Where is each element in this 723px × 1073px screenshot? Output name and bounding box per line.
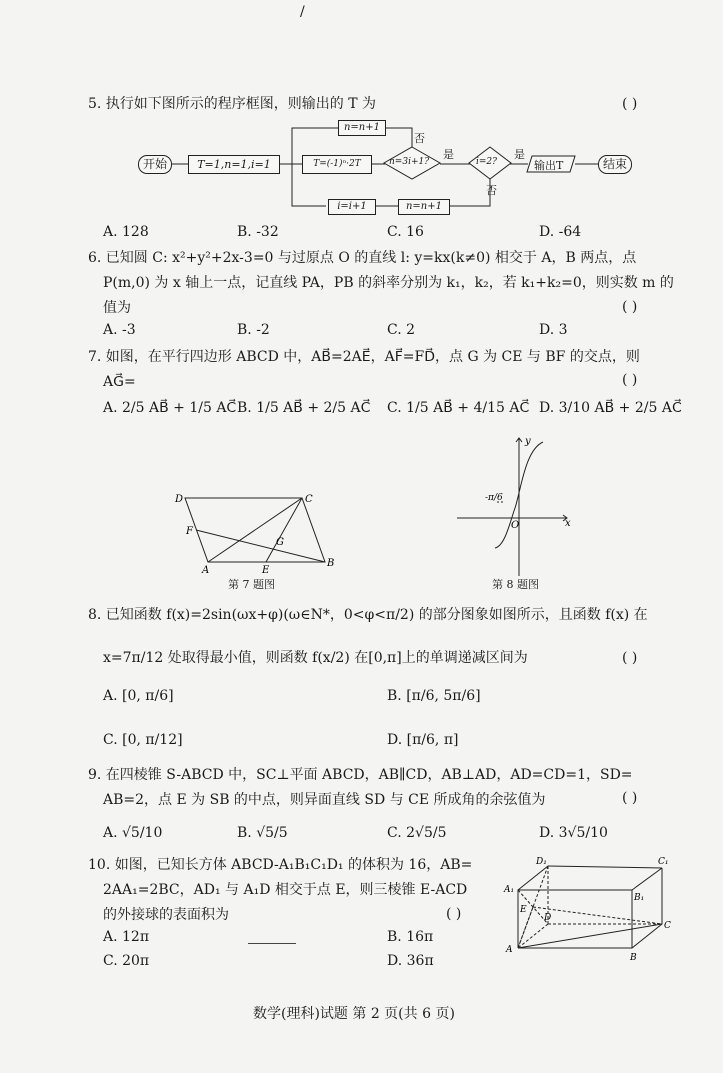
q6-line-2: P(m,0) 为 x 轴上一点，记直线 PA，PB 的斜率分别为 k₁，k₂，若 k₁+k₂=0，则实数 m 的 <box>103 275 674 291</box>
fig7-label-B: B <box>327 558 335 569</box>
q7-line-2: AG⃗= <box>103 374 136 390</box>
q8-line-2: x=7π/12 处取得最小值，则函数 f(x/2) 在[0,π]上的单调递减区间为 <box>103 650 528 666</box>
q9-line-1: 9. 在四棱锥 S-ABCD 中，SC⊥平面 ABCD，AB∥CD，AB⊥AD，AD=CD=1，SD= <box>88 767 633 783</box>
fig7-label-E: E <box>262 565 270 575</box>
q8-option-d: D. [π/6, π] <box>387 732 459 748</box>
q8-option-c: C. [0, π/12] <box>103 732 183 748</box>
q7-option-a: A. 2/5 AB⃗ + 1/5 AC⃗ <box>103 400 237 416</box>
q5-paren: ( ) <box>622 96 638 112</box>
q9-option-d: D. 3√5/10 <box>539 825 608 841</box>
q7-option-b: B. 1/5 AB⃗ + 2/5 AC⃗ <box>237 400 371 416</box>
q9-option-c: C. 2√5/5 <box>387 825 447 841</box>
q6-option-a: A. -3 <box>103 322 136 338</box>
fig7-label-F: F <box>186 526 193 537</box>
q6-line-3: 值为 <box>103 300 131 316</box>
flow-init: T=1,n=1,i=1 <box>188 155 280 174</box>
flow-start: 开始 <box>138 155 172 174</box>
q9-option-a: A. √5/10 <box>103 825 163 841</box>
q10-cuboid-figure <box>500 852 672 964</box>
q6-option-b: B. -2 <box>237 322 270 338</box>
q10-option-d: D. 36π <box>387 953 434 969</box>
q7-paren: ( ) <box>622 372 638 388</box>
q9-line-2: AB=2，点 E 为 SB 的中点，则异面直线 SD 与 CE 所成角的余弦值为 <box>103 792 546 808</box>
q5-stem: 5. 执行如下图所示的程序框图，则输出的 T 为 <box>88 96 377 112</box>
fig10-label-C: C <box>664 921 671 931</box>
fig10-label-C1: C₁ <box>658 857 669 867</box>
flow-cond-n: n=3i+1? <box>389 157 430 167</box>
q5-option-a: A. 128 <box>103 224 149 240</box>
fig10-label-B: B <box>630 953 637 963</box>
q6-option-c: C. 2 <box>387 322 416 338</box>
fig10-label-A: A <box>506 945 513 955</box>
q8-sine-figure <box>455 430 575 578</box>
q7-option-c: C. 1/5 AB⃗ + 4/15 AC⃗ <box>387 400 530 416</box>
q9-option-b: B. √5/5 <box>237 825 288 841</box>
stray-line <box>248 943 296 944</box>
q9-paren: ( ) <box>622 790 638 806</box>
q7-fig-caption: 第 7 题图 <box>228 578 275 591</box>
q8-option-a: A. [0, π/6] <box>103 688 174 704</box>
q6-paren: ( ) <box>622 299 638 315</box>
fig7-label-A: A <box>202 565 210 575</box>
q10-option-a: A. 12π <box>103 929 150 945</box>
q8-fig-caption: 第 8 题图 <box>492 578 539 591</box>
fig10-label-D: D <box>544 913 552 923</box>
fig8-label-x: x <box>565 518 571 529</box>
flow-cond-i: i=2? <box>476 157 497 167</box>
fig8-label-y: y <box>525 436 531 447</box>
flow-yes-1: 是 <box>443 148 454 161</box>
fig8-label-origin: O <box>511 520 520 531</box>
q5-option-b: B. -32 <box>237 224 279 240</box>
q10-option-c: C. 20π <box>103 953 150 969</box>
q10-paren: ( ) <box>446 906 462 922</box>
q10-line-3: 的外接球的表面积为 <box>103 907 229 923</box>
flow-loop-i: i=i+1 <box>328 199 376 215</box>
q6-option-d: D. 3 <box>539 322 568 338</box>
q10-option-b: B. 16π <box>387 929 434 945</box>
flow-assign-T: T=(-1)ⁿ·2T <box>302 155 372 174</box>
q10-line-2: 2AA₁=2BC，AD₁ 与 A₁D 相交于点 E，则三棱锥 E-ACD <box>103 882 468 898</box>
q8-line-1: 8. 已知函数 f(x)=2sin(ωx+φ)(ω∈N*，0<φ<π/2) 的部分图象如图所示，且函数 f(x) 在 <box>88 607 648 623</box>
q10-line-1: 10. 如图，已知长方体 ABCD-A₁B₁C₁D₁ 的体积为 16，AB= <box>88 857 473 873</box>
q6-line-1: 6. 已知圆 C: x²+y²+2x-3=0 与过原点 O 的直线 l: y=kx(k≠0) 相交于 A，B 两点，点 <box>88 250 637 266</box>
fig10-label-B1: B₁ <box>634 893 645 903</box>
flow-no-1: 否 <box>414 132 425 145</box>
fig10-label-A1: A₁ <box>504 885 515 895</box>
fig7-label-G: G <box>276 537 284 548</box>
q7-option-d: D. 3/10 AB⃗ + 2/5 AC⃗ <box>539 400 682 416</box>
flow-loop-top: n=n+1 <box>338 120 386 136</box>
flow-yes-2: 是 <box>514 148 525 161</box>
fig10-label-D1: D₁ <box>536 857 547 867</box>
q5-option-c: C. 16 <box>387 224 424 240</box>
page-footer: 数学(理科)试题 第 2 页(共 6 页) <box>253 1006 455 1022</box>
q8-option-b: B. [π/6, 5π/6] <box>387 688 481 704</box>
flow-no-2: 否 <box>486 184 497 197</box>
q5-option-d: D. -64 <box>539 224 582 240</box>
fig7-label-D: D <box>175 494 184 505</box>
flow-output: 输出T <box>534 159 564 172</box>
q8-paren: ( ) <box>622 650 638 666</box>
fig8-label-tick: -π/6 <box>485 493 503 503</box>
q7-line-1: 7. 如图，在平行四边形 ABCD 中，AB⃗=2AE⃗，AF⃗=FD⃗，点 G 为 CE 与 BF 的交点，则 <box>88 349 640 365</box>
top-mark: / <box>300 4 305 20</box>
flow-loop-n: n=n+1 <box>398 199 450 215</box>
q7-parallelogram-figure <box>170 490 350 575</box>
fig10-label-E: E <box>520 905 527 915</box>
fig7-label-C: C <box>305 494 313 505</box>
flow-end: 结束 <box>598 155 632 174</box>
